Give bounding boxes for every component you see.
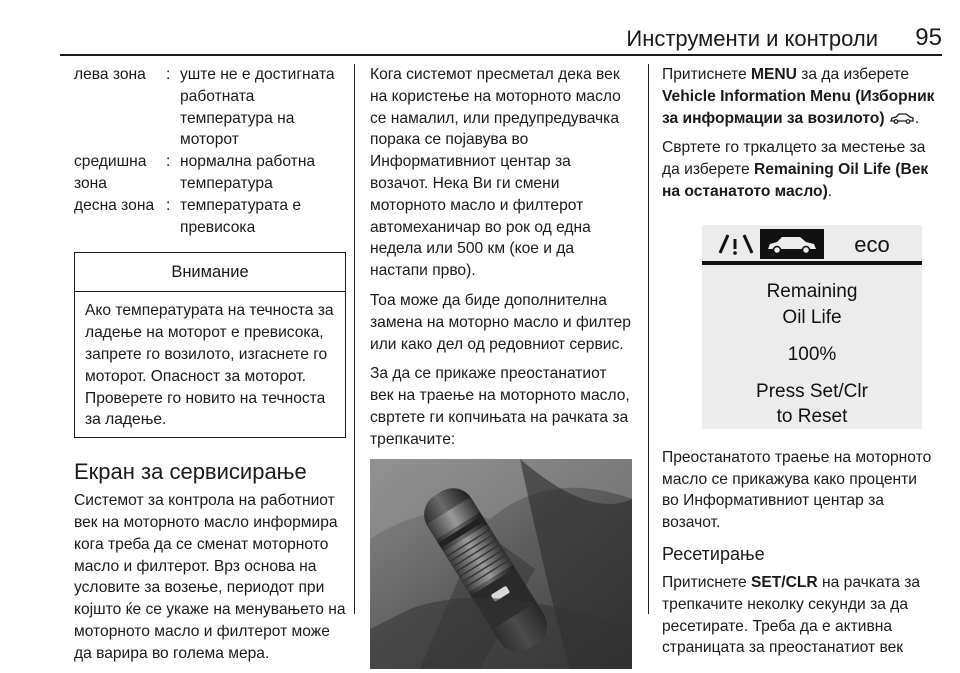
zone-desc: нормална работна температура bbox=[180, 153, 316, 192]
notice-body: Ако температурата на течноста за ладење на моторот е превисока, запрете го возилото, изгаснете го моторот. Опасност за моторот. Проверете го новито на течноста за ладење. bbox=[85, 302, 334, 429]
text: Притиснете bbox=[662, 573, 751, 591]
zone-desc: уште не е достигната работната температура на моторот bbox=[180, 66, 335, 149]
column-2 bbox=[370, 64, 632, 669]
page-number: 95 bbox=[915, 24, 942, 51]
zone-desc: температурата е превисока bbox=[180, 196, 302, 236]
turn-signal-lever-photo bbox=[370, 459, 632, 669]
zone-row bbox=[74, 151, 346, 195]
paragraph: Кога системот пресметал дека век на користење на моторното масло се намалил, или предупредувачка порака се појавува во Информативниот центар за возачот. Нека Ви ги смени моторното масло и филтерот автомеханичар во рок од една недела или 500 км (кое и да настапи прво). bbox=[370, 66, 621, 280]
section-heading: Екран за сервисирање bbox=[74, 459, 307, 485]
lever-illustration bbox=[370, 459, 632, 669]
oil-life-display-graphic bbox=[702, 225, 922, 429]
text: на рачката за трепкачите неколку секунди за да ресетирате. Треба да е активна страницата за преостанатиот век bbox=[662, 573, 921, 657]
display-line3: Press Set/Clr bbox=[756, 380, 868, 402]
notice-heading: Внимание bbox=[75, 253, 345, 292]
eco-label: eco bbox=[854, 231, 890, 257]
remaining-oil-life-label: Remaining Oil Life (Век на останатото масло) bbox=[662, 161, 929, 200]
column-divider bbox=[354, 64, 355, 614]
warning-notice bbox=[74, 252, 346, 438]
page-title: Инструменти и контроли bbox=[626, 26, 878, 51]
set-clr-label: SET/CLR bbox=[750, 573, 818, 591]
reset-heading: Ресетирање bbox=[662, 543, 765, 564]
paragraph: Преостанатото траење на моторното масло се прикажува како проценти во Информативниот центар за возачот. bbox=[662, 448, 932, 532]
display-line4: to Reset bbox=[776, 405, 848, 427]
paragraph-reset bbox=[662, 572, 938, 659]
zone-label: средишна зона bbox=[74, 153, 147, 192]
column-1 bbox=[74, 64, 346, 673]
zone-row bbox=[74, 195, 346, 239]
zone-colon: : bbox=[166, 153, 171, 171]
zone-colon: : bbox=[166, 196, 171, 214]
text: . bbox=[827, 182, 833, 200]
menu-label: MENU bbox=[750, 66, 797, 83]
zone-label: десна зона bbox=[74, 196, 155, 214]
text: . bbox=[914, 109, 920, 127]
section-intro: Системот за контрола на работниот век на моторното масло информира кога треба да се сменат моторното масло и филтерот. Врз основа на условите за возење, периодот при којшто ќе се укаже на менувањето на моторното масло и филтерот може да варира во голема мера. bbox=[74, 492, 346, 662]
car-icon bbox=[889, 112, 915, 124]
paragraph-oil-life bbox=[662, 137, 938, 202]
paragraph-menu bbox=[662, 64, 938, 129]
display-percent: 100% bbox=[787, 343, 837, 365]
display-line1: Remaining bbox=[766, 280, 858, 302]
zone-row bbox=[74, 64, 346, 151]
text: Притиснете bbox=[662, 66, 751, 83]
zone-label: лева зона bbox=[74, 66, 146, 83]
column-3 bbox=[662, 64, 938, 667]
page-header bbox=[60, 20, 942, 56]
text: Свртете го тркалцето за местење за да изберете bbox=[662, 139, 926, 179]
vehicle-info-menu-label: Vehicle Information Menu (Изборник за информации за возилото) bbox=[662, 87, 935, 127]
paragraph: За да се прикаже преостанатиот век на траење на моторното масло, свртете ги копчињата на рачката за трепкачите: bbox=[370, 365, 630, 448]
oil-life-display bbox=[702, 225, 922, 429]
column-divider bbox=[648, 64, 649, 614]
paragraph: Тоа може да биде дополнителна замена на моторно масло и филтер или како дел од редовниот сервис. bbox=[370, 291, 631, 353]
zone-colon: : bbox=[166, 66, 171, 83]
display-line2: Oil Life bbox=[782, 306, 842, 328]
text: за да изберете bbox=[796, 66, 910, 83]
